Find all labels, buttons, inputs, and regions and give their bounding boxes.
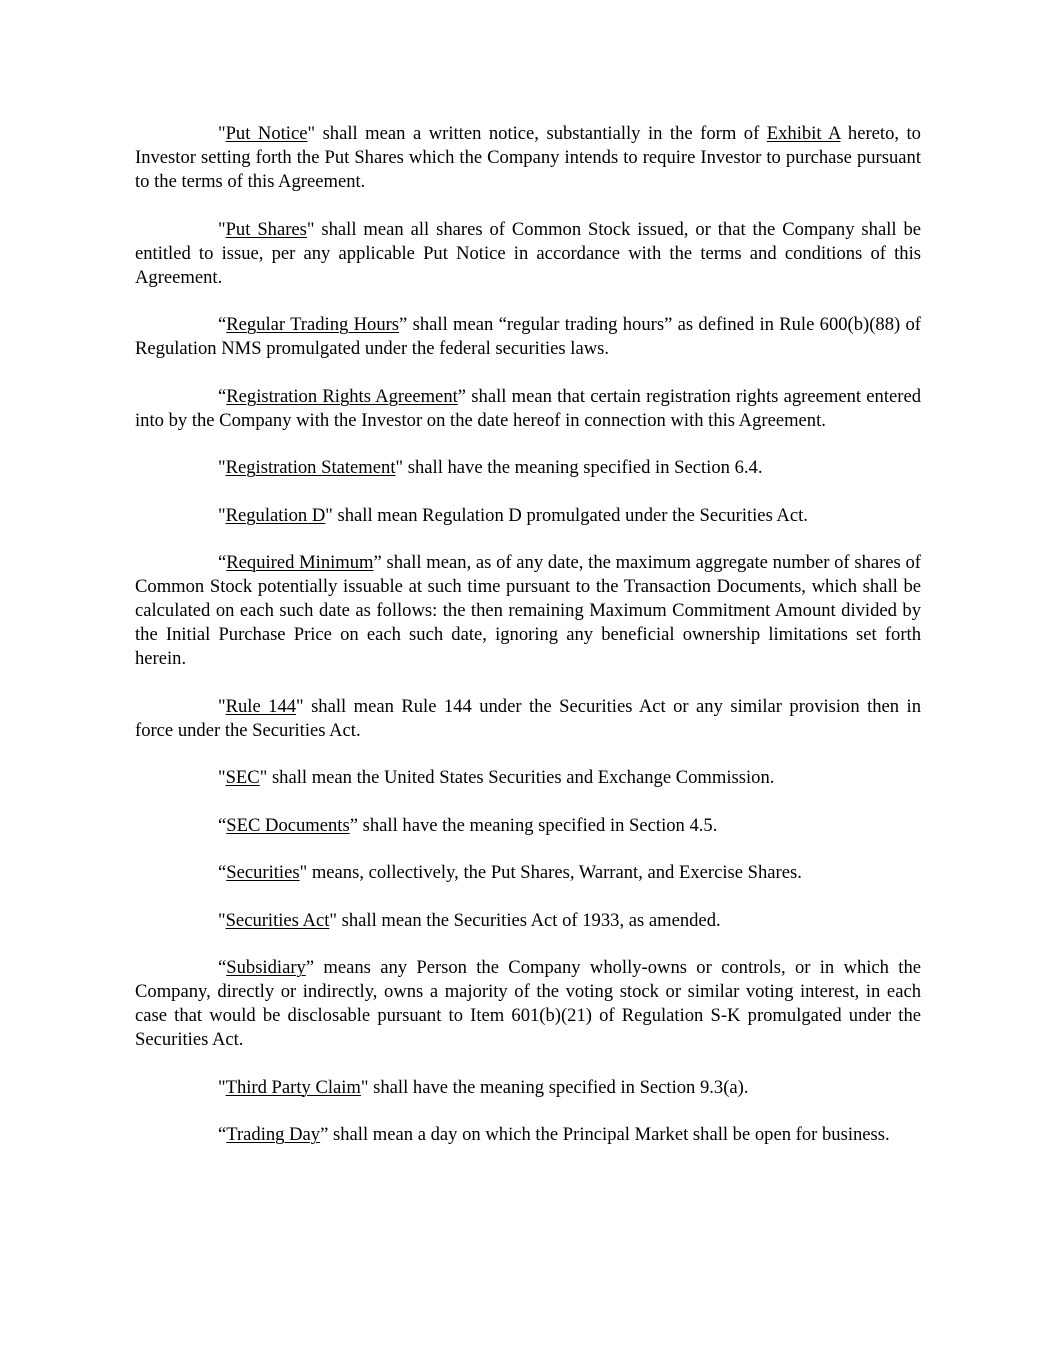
defined-term: Registration Rights Agreement <box>226 385 458 407</box>
definition-registration-statement: "Registration Statement" shall have the meaning specified in Section 6.4. <box>218 457 763 478</box>
definition-securities-act: "Securities Act" shall mean the Securities Act of 1933, as amended. <box>218 909 721 931</box>
definition-rule-144: "Rule 144" shall mean Rule 144 under the Securities Act or any similar provision then in force under the Securities Act. <box>135 695 921 741</box>
defined-term: Rule 144 <box>225 695 297 717</box>
defined-term: Required Minimum <box>226 552 374 573</box>
defined-term: Put Notice <box>225 123 308 144</box>
defined-term: Put Shares <box>225 218 307 240</box>
definition-sec-documents: “SEC Documents” shall have the meaning specified in Section 4.5. <box>218 814 718 836</box>
definition-sec: "SEC" shall mean the United States Securities and Exchange Commission. <box>218 767 775 788</box>
definition-put-notice: "Put Notice" shall mean a written notice, substantially in the form of Exhibit A hereto, to Investor setting forth the Put Shares which the Company intends to require Investor to purchase pursuant to the terms of this Agreement. <box>135 123 921 192</box>
definition-regular-trading-hours: “Regular Trading Hours” shall mean “regular trading hours” as defined in Rule 600(b)(88) of Regulation NMS promulgated under the federal securities laws. <box>135 314 921 359</box>
definition-registration-rights-agreement: “Registration Rights Agreement” shall mean that certain registration rights agreement entered into by the Company with the Investor on the date hereof in connection with this Agreement. <box>135 385 921 431</box>
definition-required-minimum: “Required Minimum” shall mean, as of any date, the maximum aggregate number of shares of Common Stock potentially issuable at such time pursuant to the Transaction Documents, which shall be calculated on each such date as follows: the then remaining Maximum Commitment Amount divided by the Initial Purchase Price on each such date, ignoring any beneficial ownership limitations set forth herein. <box>135 552 921 669</box>
defined-term: SEC <box>225 767 260 788</box>
definition-subsidiary: “Subsidiary” means any Person the Company wholly-owns or controls, or in which the Company, directly or indirectly, owns a majority of the voting stock or similar voting interest, in each case that would be disclosable pursuant to Item 601(b)(21) of Regulation S-K promulgated under the Securities Act. <box>135 957 921 1050</box>
definitions-list <box>135 122 921 1171</box>
exhibit-reference: Exhibit A <box>766 123 841 144</box>
defined-term: Trading Day <box>226 1124 321 1145</box>
defined-term: Registration Statement <box>225 457 396 478</box>
definition-securities: “Securities" means, collectively, the Put Shares, Warrant, and Exercise Shares. <box>218 862 802 883</box>
definition-trading-day: “Trading Day” shall mean a day on which the Principal Market shall be open for business. <box>218 1124 890 1145</box>
definition-put-shares: "Put Shares" shall mean all shares of Common Stock issued, or that the Company shall be entitled to issue, per any applicable Put Notice in accordance with the terms and conditions of this Agreement. <box>135 218 921 288</box>
defined-term: SEC Documents <box>226 814 350 836</box>
defined-term: Regular Trading Hours <box>226 314 400 335</box>
defined-term: Securities Act <box>225 909 330 931</box>
definition-third-party-claim: "Third Party Claim" shall have the meaning specified in Section 9.3(a). <box>218 1076 749 1098</box>
defined-term: Third Party Claim <box>225 1076 361 1098</box>
defined-term: Securities <box>226 862 300 883</box>
defined-term: Subsidiary <box>226 957 306 978</box>
defined-term: Regulation D <box>225 504 326 526</box>
definition-regulation-d: "Regulation D" shall mean Regulation D promulgated under the Securities Act. <box>218 504 808 526</box>
